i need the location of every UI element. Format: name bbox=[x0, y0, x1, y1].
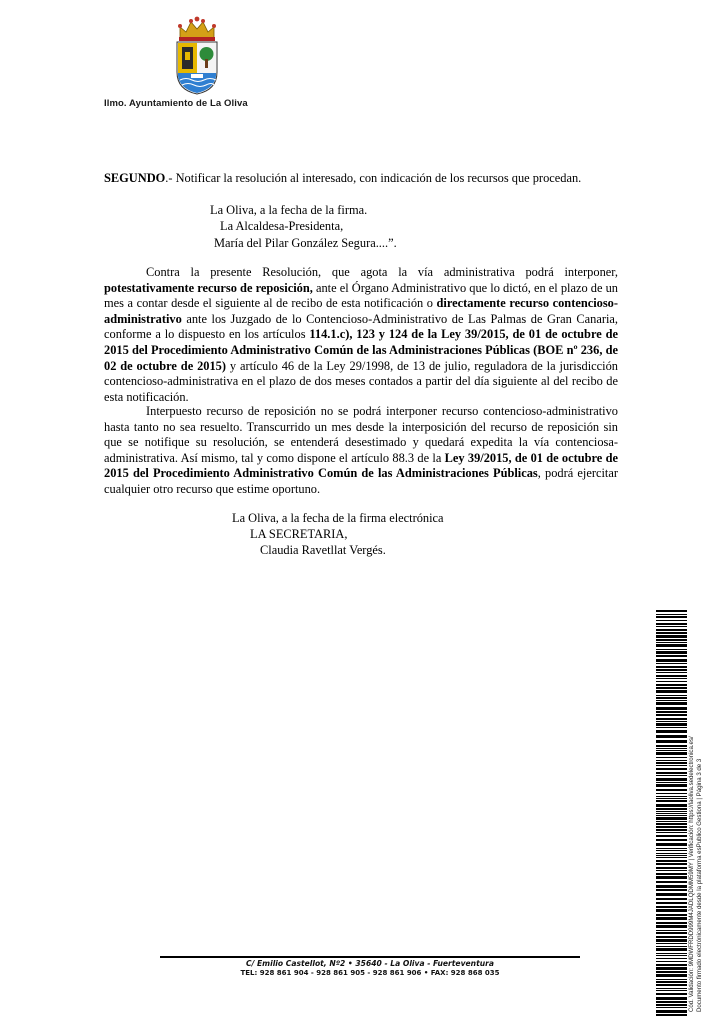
barcode-bar bbox=[656, 813, 687, 814]
barcode-bar bbox=[656, 1014, 687, 1016]
barcode-bar bbox=[656, 817, 687, 820]
barcode-bar bbox=[656, 909, 687, 912]
barcode-bar bbox=[656, 808, 687, 810]
barcode-bar bbox=[656, 823, 687, 825]
barcode-bar bbox=[656, 672, 687, 673]
barcode-bar bbox=[656, 843, 687, 846]
barcode-bar bbox=[656, 721, 687, 722]
barcode-bar bbox=[656, 629, 687, 631]
barcode-bar bbox=[656, 997, 687, 1000]
barcode-bar bbox=[656, 700, 687, 701]
p2-text-2: ante el Órgano Administrativo que lo dictó, en el plazo de un mes a contar desde el siguiente al de recibo de esta notificación o bbox=[104, 280, 618, 311]
barcode-bar bbox=[656, 930, 687, 931]
barcode-bar bbox=[656, 687, 687, 689]
barcode-bar bbox=[656, 707, 687, 710]
secretary-signature-name: Claudia Ravetllat Vergés. bbox=[260, 543, 386, 557]
barcode-bar bbox=[656, 762, 687, 764]
p2-bold-reposicion: potestativamente recurso de reposición, bbox=[104, 280, 313, 295]
municipal-crest-logo bbox=[172, 14, 222, 96]
barcode-bar bbox=[656, 651, 687, 654]
barcode-bar bbox=[656, 870, 687, 871]
p3-text-1: Interpuesto recurso de reposición no se podrá interponer recurso contencioso-administrativo hasta tanto no sea resuelto. Transcurrido un mes desde la interposición del recurso de reposición sin que se notifique su resolución, se entenderá desestimado y quedará expedita la vía contenciosa-administrativa. Así mismo, tal y como dispone el artículo 88.3 de la bbox=[104, 404, 618, 465]
barcode-bar bbox=[656, 702, 687, 705]
barcode-bar bbox=[656, 902, 687, 904]
barcode-bar bbox=[656, 697, 687, 699]
segundo-label: SEGUNDO bbox=[104, 171, 166, 185]
barcode-bar bbox=[656, 936, 687, 938]
mayor-signature-title: La Alcaldesa-Presidenta, bbox=[220, 219, 344, 234]
barcode-bar bbox=[656, 623, 687, 625]
barcode-bar bbox=[656, 757, 687, 758]
p2-text-1: Contra la presente Resolución, que agota la vía administrativa podrá interponer, bbox=[146, 265, 618, 279]
barcode-bar bbox=[656, 663, 687, 664]
barcode-bar bbox=[656, 821, 687, 822]
barcode-bar bbox=[656, 798, 687, 799]
p2-bold-contencioso: directamente recurso contencioso-administrativo bbox=[104, 296, 618, 326]
barcode-bar bbox=[656, 848, 687, 849]
barcode-bar bbox=[656, 750, 687, 751]
barcode-bar bbox=[656, 768, 687, 770]
paragraph-segundo bbox=[104, 171, 618, 187]
validation-side-text bbox=[688, 736, 704, 1012]
barcode-bar bbox=[656, 993, 687, 995]
barcode-bar bbox=[656, 635, 687, 638]
barcode-bar bbox=[656, 958, 687, 959]
p2-text-3: ante los Juzgado de lo Contencioso-Administrativo de Las Palmas de Gran Canaria, conforme a lo dispuesto en los artículos bbox=[104, 311, 618, 342]
paragraph-interpuesto bbox=[104, 404, 618, 498]
barcode-bar bbox=[656, 948, 687, 951]
barcode-bar bbox=[656, 765, 687, 766]
barcode-bar bbox=[656, 778, 687, 781]
barcode-bar bbox=[656, 885, 687, 888]
barcode-bar bbox=[656, 649, 687, 650]
barcode-bar bbox=[656, 974, 687, 977]
barcode-bar bbox=[656, 669, 687, 671]
barcode-bar bbox=[656, 1010, 687, 1013]
organization-name: Ilmo. Ayuntamiento de La Oliva bbox=[104, 98, 248, 109]
barcode-bar bbox=[656, 857, 687, 858]
secretary-signature-title: LA SECRETARIA, bbox=[250, 527, 348, 541]
barcode-bar bbox=[656, 775, 687, 776]
barcode-bar bbox=[656, 979, 687, 980]
barcode-bar bbox=[656, 782, 687, 783]
barcode-bar bbox=[656, 789, 687, 791]
barcode-bar bbox=[656, 1007, 687, 1008]
barcode-bar bbox=[656, 906, 687, 908]
barcode-bar bbox=[656, 614, 687, 615]
barcode-bar bbox=[656, 811, 687, 812]
barcode-bar bbox=[656, 752, 687, 755]
barcode-bar bbox=[656, 793, 687, 794]
barcode-bar bbox=[656, 796, 687, 797]
barcode-bar bbox=[656, 740, 687, 743]
paragraph-recursos bbox=[104, 265, 618, 405]
mayor-signature-block bbox=[210, 202, 397, 251]
barcode-bar bbox=[656, 984, 687, 986]
barcode-bar bbox=[656, 760, 687, 761]
p2-text-4: y artículo 46 de la Ley 29/1998, de 13 de julio, reguladora de la jurisdicción contencioso-administrativa en el plazo de dos meses contados a partir del día siguiente al del recibo de esta notificación. bbox=[104, 358, 618, 404]
barcode-bar bbox=[656, 971, 687, 973]
barcode-bar bbox=[656, 939, 687, 942]
barcode-bar bbox=[656, 620, 687, 621]
barcode-bar bbox=[656, 735, 687, 738]
barcode-bar bbox=[656, 666, 687, 668]
barcode-bar bbox=[656, 711, 687, 713]
barcode-bar bbox=[656, 990, 687, 991]
barcode-bar bbox=[656, 800, 687, 802]
barcode-bar bbox=[656, 967, 687, 970]
barcode-bar bbox=[656, 727, 687, 728]
barcode-bar bbox=[656, 644, 687, 647]
barcode-bar bbox=[656, 826, 687, 828]
barcode-bar bbox=[656, 881, 687, 883]
barcode-bar bbox=[656, 639, 687, 641]
barcode-bar bbox=[656, 714, 687, 716]
barcode-bar bbox=[656, 610, 687, 612]
validation-code-line: Cód. Validación: 9MDWFRDD999M4JADLQDMM59MY | Verificación: https://laoliva.sedelectronica.es/ bbox=[688, 736, 695, 1012]
barcode-bar bbox=[656, 832, 687, 833]
barcode-bar bbox=[656, 804, 687, 807]
barcode-bar bbox=[656, 655, 687, 657]
barcode-bar bbox=[656, 684, 687, 686]
barcode-bar bbox=[656, 659, 687, 662]
barcode-bar bbox=[656, 829, 687, 831]
barcode-bar bbox=[656, 876, 687, 879]
footer-address: C/ Emilio Castellot, Nº2 • 35640 - La Oliva - Fuerteventura bbox=[246, 959, 494, 968]
mayor-signature-name: María del Pilar González Segura....”. bbox=[214, 235, 397, 250]
barcode-bar bbox=[656, 961, 687, 962]
barcode-bar bbox=[656, 730, 687, 733]
barcode-bar bbox=[656, 955, 687, 956]
p3-bold-ley: Ley 39/2015, de 01 de octubre de 2015 del Procedimiento Administrativo Común de las Administraciones Públicas bbox=[104, 450, 618, 481]
barcode-bar bbox=[656, 745, 687, 747]
barcode-bar bbox=[656, 889, 687, 891]
barcode-bar bbox=[656, 616, 687, 618]
barcode-bar bbox=[656, 988, 687, 989]
barcode-bar bbox=[656, 867, 687, 869]
barcode-bar bbox=[656, 839, 687, 841]
barcode-bar bbox=[656, 893, 687, 896]
mayor-signature-date: La Oliva, a la fecha de la firma. bbox=[210, 203, 368, 217]
barcode-bar bbox=[656, 925, 687, 928]
validation-platform-line: Documento firmado electrónicamente desde la plataforma esPublico Gestiona | Página 3 de 3 bbox=[696, 758, 703, 1012]
barcode-bar bbox=[656, 922, 687, 924]
barcode-bar bbox=[656, 784, 687, 787]
barcode-bar bbox=[656, 748, 687, 749]
barcode-bar bbox=[656, 718, 687, 720]
validation-barcode bbox=[656, 610, 687, 1016]
barcode-bar bbox=[656, 917, 687, 920]
barcode-bar bbox=[656, 695, 687, 696]
segundo-text: .- Notificar la resolución al interesado, con indicación de los recursos que procedan. bbox=[165, 171, 582, 185]
footer-phones: TEL: 928 861 904 - 928 861 905 - 928 861 906 • FAX: 928 868 035 bbox=[240, 969, 500, 977]
p2-bold-ley: 114.1.c), 123 y 124 de la Ley 39/2015, de 01 de octubre de 2015 del Procedimiento Administrativo Común de las Administraciones Públicas (BOE nº 236, de 02 de octubre de 2015) bbox=[104, 327, 618, 373]
p3-text-2: , podrá ejercitar cualquier otro recurso que estime oportuno. bbox=[104, 466, 618, 496]
barcode-bar bbox=[656, 850, 687, 851]
barcode-bar bbox=[656, 1001, 687, 1003]
barcode-bar bbox=[656, 953, 687, 954]
barcode-bar bbox=[656, 964, 687, 966]
barcode-bar bbox=[656, 914, 687, 916]
barcode-bar bbox=[656, 946, 687, 947]
barcode-bar bbox=[656, 835, 687, 837]
barcode-bar bbox=[656, 943, 687, 944]
barcode-bar bbox=[656, 1004, 687, 1006]
barcode-bar bbox=[656, 932, 687, 934]
barcode-bar bbox=[656, 678, 687, 679]
secretary-signature-block bbox=[232, 510, 444, 558]
barcode-bar bbox=[656, 863, 687, 865]
barcode-bar bbox=[656, 723, 687, 726]
barcode-bar bbox=[656, 860, 687, 862]
barcode-bar bbox=[656, 815, 687, 816]
secretary-signature-date: La Oliva, a la fecha de la firma electrónica bbox=[232, 511, 444, 525]
barcode-bar bbox=[656, 855, 687, 856]
barcode-bar bbox=[656, 898, 687, 900]
barcode-bar bbox=[656, 981, 687, 983]
barcode-bar bbox=[656, 675, 687, 677]
barcode-bar bbox=[656, 690, 687, 693]
barcode-bar bbox=[656, 853, 687, 854]
footer bbox=[160, 958, 580, 978]
barcode-bar bbox=[656, 626, 687, 627]
barcode-bar bbox=[656, 632, 687, 634]
barcode-bar bbox=[656, 772, 687, 774]
barcode-bar bbox=[656, 873, 687, 875]
barcode-bar bbox=[656, 681, 687, 682]
barcode-bar bbox=[656, 642, 687, 643]
